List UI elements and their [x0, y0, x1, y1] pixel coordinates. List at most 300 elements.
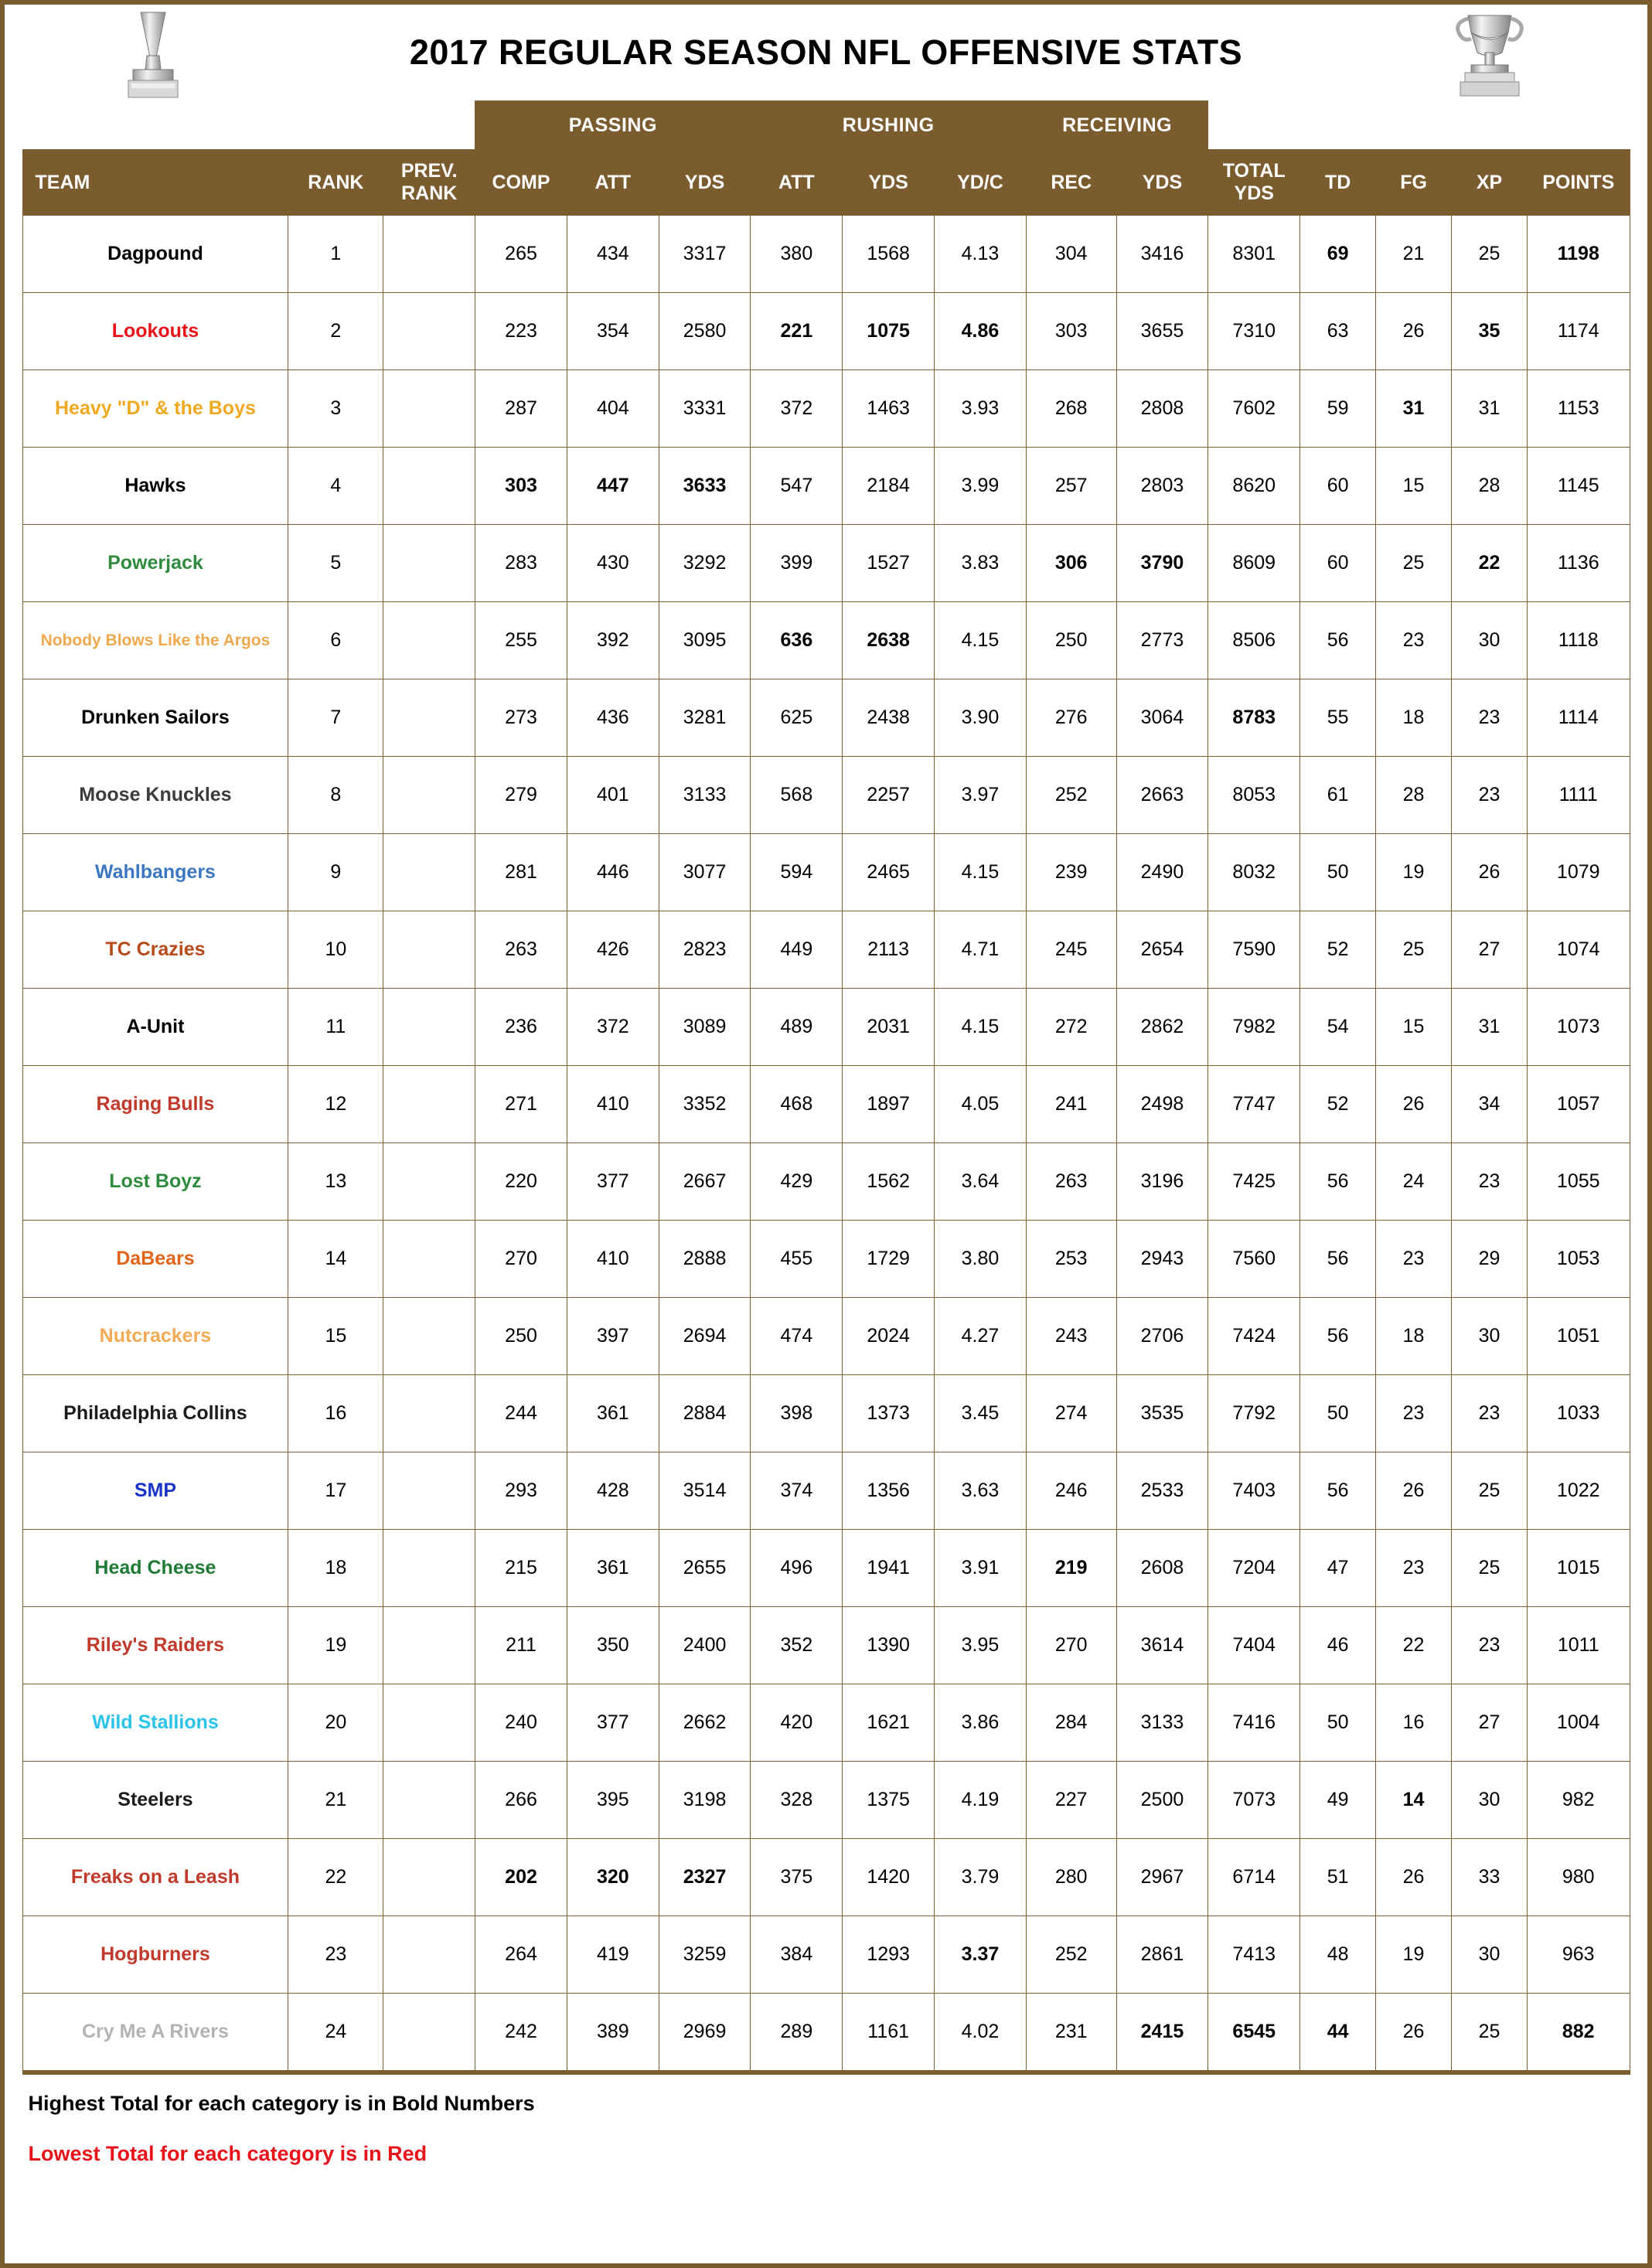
cell-extra-points: 23	[1452, 757, 1528, 834]
team-name[interactable]: Freaks on a Leash	[22, 1839, 288, 1916]
cell-rank: 12	[288, 1066, 383, 1143]
cell-rank: 22	[288, 1839, 383, 1916]
cell-rush-yds: 1568	[843, 216, 935, 293]
cell-points: 1051	[1527, 1298, 1630, 1375]
cell-rec-yds: 3196	[1116, 1143, 1208, 1221]
col-rec-yds[interactable]: YDS	[1116, 150, 1208, 216]
cell-rush-ydc: 4.15	[935, 989, 1027, 1066]
cell-points: 1011	[1527, 1607, 1630, 1684]
cell-receptions: 272	[1026, 989, 1116, 1066]
cell-points: 1136	[1527, 525, 1630, 602]
cell-points: 1153	[1527, 370, 1630, 448]
cell-extra-points: 30	[1452, 1762, 1528, 1839]
cell-touchdowns: 52	[1300, 1066, 1376, 1143]
cell-rush-att: 374	[751, 1452, 843, 1530]
cell-rush-yds: 1356	[843, 1452, 935, 1530]
cell-total-yds: 7204	[1208, 1530, 1300, 1607]
cell-rush-ydc: 3.93	[935, 370, 1027, 448]
cell-prev-rank	[383, 1839, 475, 1916]
col-rank[interactable]: RANK	[288, 150, 383, 216]
cell-rank: 19	[288, 1607, 383, 1684]
cell-total-yds: 8506	[1208, 602, 1300, 679]
table-row[interactable]	[22, 989, 1630, 1066]
cell-prev-rank	[383, 1221, 475, 1298]
cell-pass-att: 389	[567, 1994, 659, 2071]
cell-pass-yds: 2884	[659, 1375, 751, 1452]
cell-pass-comp: 220	[475, 1143, 567, 1221]
cell-pass-comp: 250	[475, 1298, 567, 1375]
cell-rush-yds: 1390	[843, 1607, 935, 1684]
cell-prev-rank	[383, 602, 475, 679]
team-name[interactable]: Cry Me A Rivers	[22, 1994, 288, 2071]
cell-touchdowns: 59	[1300, 370, 1376, 448]
cell-pass-yds: 3077	[659, 834, 751, 911]
cell-rush-ydc: 3.91	[935, 1530, 1027, 1607]
group-passing: PASSING	[475, 101, 751, 150]
cell-rank: 3	[288, 370, 383, 448]
cell-rush-yds: 2113	[843, 911, 935, 989]
cell-pass-yds: 3331	[659, 370, 751, 448]
cell-pass-yds: 2694	[659, 1298, 751, 1375]
grey-cup-trophy-icon	[1446, 9, 1533, 104]
cell-pass-comp: 223	[475, 293, 567, 370]
col-points[interactable]: POINTS	[1527, 150, 1630, 216]
cell-rush-att: 221	[751, 293, 843, 370]
cell-pass-yds: 2580	[659, 293, 751, 370]
team-name[interactable]: Nutcrackers	[22, 1298, 288, 1375]
cell-rec-yds: 3064	[1116, 679, 1208, 757]
cell-rec-yds: 3655	[1116, 293, 1208, 370]
cell-total-yds: 7602	[1208, 370, 1300, 448]
cell-touchdowns: 50	[1300, 834, 1376, 911]
cell-rush-att: 636	[751, 602, 843, 679]
cell-extra-points: 30	[1452, 1916, 1528, 1994]
cell-prev-rank	[383, 1994, 475, 2071]
cell-rec-yds: 2608	[1116, 1530, 1208, 1607]
cell-pass-comp: 287	[475, 370, 567, 448]
cell-touchdowns: 52	[1300, 911, 1376, 989]
cell-prev-rank	[383, 1375, 475, 1452]
cell-rank: 7	[288, 679, 383, 757]
cell-extra-points: 22	[1452, 525, 1528, 602]
cell-rush-yds: 2638	[843, 602, 935, 679]
col-rush-att[interactable]: ATT	[751, 150, 843, 216]
cell-rush-ydc: 3.90	[935, 679, 1027, 757]
cell-touchdowns: 56	[1300, 602, 1376, 679]
cell-pass-comp: 202	[475, 1839, 567, 1916]
col-team[interactable]: TEAM	[22, 150, 288, 216]
col-pass-yds[interactable]: YDS	[659, 150, 751, 216]
cell-rush-att: 429	[751, 1143, 843, 1221]
team-name[interactable]: Riley's Raiders	[22, 1607, 288, 1684]
cell-touchdowns: 60	[1300, 448, 1376, 525]
cell-field-goals: 26	[1376, 1994, 1452, 2071]
cell-rec-yds: 2663	[1116, 757, 1208, 834]
cell-pass-comp: 263	[475, 911, 567, 989]
cell-extra-points: 30	[1452, 1298, 1528, 1375]
cell-rush-ydc: 4.05	[935, 1066, 1027, 1143]
cell-pass-att: 392	[567, 602, 659, 679]
cell-points: 1004	[1527, 1684, 1630, 1762]
cell-rank: 14	[288, 1221, 383, 1298]
cell-pass-comp: 265	[475, 216, 567, 293]
cell-pass-comp: 303	[475, 448, 567, 525]
cell-total-yds: 7590	[1208, 911, 1300, 989]
cell-rush-att: 474	[751, 1298, 843, 1375]
cell-rush-att: 449	[751, 911, 843, 989]
cell-pass-yds: 3089	[659, 989, 751, 1066]
cell-pass-comp: 242	[475, 1994, 567, 2071]
cell-total-yds: 7403	[1208, 1452, 1300, 1530]
cell-total-yds: 8783	[1208, 679, 1300, 757]
cell-pass-att: 377	[567, 1143, 659, 1221]
cell-field-goals: 25	[1376, 525, 1452, 602]
cell-rush-yds: 2465	[843, 834, 935, 911]
cell-rank: 23	[288, 1916, 383, 1994]
cell-rec-yds: 2862	[1116, 989, 1208, 1066]
legend-notes	[22, 2075, 1630, 2166]
team-name[interactable]: Head Cheese	[22, 1530, 288, 1607]
cell-pass-yds: 3281	[659, 679, 751, 757]
cell-rec-yds: 2498	[1116, 1066, 1208, 1143]
table-row[interactable]	[22, 602, 1630, 679]
cell-rush-yds: 1420	[843, 1839, 935, 1916]
team-name[interactable]: Powerjack	[22, 525, 288, 602]
cell-receptions: 243	[1026, 1298, 1116, 1375]
cell-rush-yds: 1527	[843, 525, 935, 602]
table-row[interactable]	[22, 757, 1630, 834]
table-row[interactable]	[22, 1916, 1630, 1994]
col-td[interactable]: TD	[1300, 150, 1376, 216]
cell-prev-rank	[383, 216, 475, 293]
cell-rank: 11	[288, 989, 383, 1066]
cell-rush-att: 375	[751, 1839, 843, 1916]
cell-rush-yds: 1941	[843, 1530, 935, 1607]
team-name[interactable]: A-Unit	[22, 989, 288, 1066]
team-name[interactable]: TC Crazies	[22, 911, 288, 989]
team-name[interactable]: DaBears	[22, 1221, 288, 1298]
table-row[interactable]	[22, 293, 1630, 370]
team-name[interactable]: Lost Boyz	[22, 1143, 288, 1221]
cell-pass-comp: 271	[475, 1066, 567, 1143]
cell-extra-points: 29	[1452, 1221, 1528, 1298]
cell-rec-yds: 2706	[1116, 1298, 1208, 1375]
col-pass-comp[interactable]: COMP	[475, 150, 567, 216]
cell-touchdowns: 69	[1300, 216, 1376, 293]
cell-touchdowns: 60	[1300, 525, 1376, 602]
cell-total-yds: 8620	[1208, 448, 1300, 525]
offensive-stats-table	[22, 100, 1630, 2071]
cell-field-goals: 26	[1376, 1066, 1452, 1143]
cell-points: 1198	[1527, 216, 1630, 293]
cell-pass-att: 354	[567, 293, 659, 370]
table-row[interactable]	[22, 1143, 1630, 1221]
cell-field-goals: 15	[1376, 989, 1452, 1066]
cell-rec-yds: 2803	[1116, 448, 1208, 525]
cell-rush-att: 398	[751, 1375, 843, 1452]
cell-pass-att: 410	[567, 1066, 659, 1143]
cell-points: 1118	[1527, 602, 1630, 679]
cell-total-yds: 7413	[1208, 1916, 1300, 1994]
col-rush-yds[interactable]: YDS	[843, 150, 935, 216]
cell-prev-rank	[383, 1762, 475, 1839]
team-name[interactable]: Nobody Blows Like the Argos	[22, 602, 288, 679]
cell-pass-yds: 3259	[659, 1916, 751, 1994]
cell-field-goals: 31	[1376, 370, 1452, 448]
table-row[interactable]	[22, 448, 1630, 525]
team-name[interactable]: Lookouts	[22, 293, 288, 370]
cell-rec-yds: 3416	[1116, 216, 1208, 293]
cell-receptions: 252	[1026, 1916, 1116, 1994]
cell-rec-yds: 2967	[1116, 1839, 1208, 1916]
cell-points: 963	[1527, 1916, 1630, 1994]
cell-total-yds: 7560	[1208, 1221, 1300, 1298]
cell-pass-yds: 3633	[659, 448, 751, 525]
cell-rank: 2	[288, 293, 383, 370]
table-row[interactable]	[22, 1684, 1630, 1762]
cell-pass-comp: 240	[475, 1684, 567, 1762]
cell-points: 982	[1527, 1762, 1630, 1839]
cell-touchdowns: 56	[1300, 1452, 1376, 1530]
cell-field-goals: 21	[1376, 216, 1452, 293]
cell-points: 1074	[1527, 911, 1630, 989]
cell-receptions: 263	[1026, 1143, 1116, 1221]
team-name[interactable]: SMP	[22, 1452, 288, 1530]
cell-rush-att: 384	[751, 1916, 843, 1994]
cell-touchdowns: 49	[1300, 1762, 1376, 1839]
table-row[interactable]	[22, 1530, 1630, 1607]
cell-rush-yds: 1075	[843, 293, 935, 370]
cell-prev-rank	[383, 293, 475, 370]
lombardi-trophy-icon	[116, 9, 190, 104]
table-row[interactable]	[22, 216, 1630, 293]
table-row[interactable]	[22, 1762, 1630, 1839]
cell-pass-yds: 2400	[659, 1607, 751, 1684]
team-name[interactable]: Hawks	[22, 448, 288, 525]
cell-rank: 21	[288, 1762, 383, 1839]
cell-pass-yds: 2662	[659, 1684, 751, 1762]
table-row[interactable]	[22, 834, 1630, 911]
table-row[interactable]	[22, 1066, 1630, 1143]
team-name[interactable]: Moose Knuckles	[22, 757, 288, 834]
cell-rush-yds: 2184	[843, 448, 935, 525]
column-header-row	[22, 150, 1630, 216]
cell-rank: 5	[288, 525, 383, 602]
cell-rush-att: 489	[751, 989, 843, 1066]
cell-prev-rank	[383, 1143, 475, 1221]
cell-points: 1073	[1527, 989, 1630, 1066]
cell-touchdowns: 48	[1300, 1916, 1376, 1994]
cell-pass-comp: 273	[475, 679, 567, 757]
cell-rec-yds: 3133	[1116, 1684, 1208, 1762]
table-row[interactable]	[22, 525, 1630, 602]
cell-rush-ydc: 4.27	[935, 1298, 1027, 1375]
cell-points: 1033	[1527, 1375, 1630, 1452]
cell-rec-yds: 2808	[1116, 370, 1208, 448]
cell-rush-yds: 1729	[843, 1221, 935, 1298]
col-pass-att[interactable]: ATT	[567, 150, 659, 216]
cell-extra-points: 26	[1452, 834, 1528, 911]
table-row[interactable]	[22, 679, 1630, 757]
cell-pass-att: 395	[567, 1762, 659, 1839]
cell-prev-rank	[383, 989, 475, 1066]
cell-total-yds: 8609	[1208, 525, 1300, 602]
cell-points: 980	[1527, 1839, 1630, 1916]
cell-prev-rank	[383, 679, 475, 757]
table-row[interactable]	[22, 1452, 1630, 1530]
cell-receptions: 246	[1026, 1452, 1116, 1530]
cell-pass-comp: 215	[475, 1530, 567, 1607]
cell-rush-att: 568	[751, 757, 843, 834]
team-name[interactable]: Hogburners	[22, 1916, 288, 1994]
cell-rush-yds: 1621	[843, 1684, 935, 1762]
cell-receptions: 276	[1026, 679, 1116, 757]
cell-pass-att: 430	[567, 525, 659, 602]
cell-receptions: 280	[1026, 1839, 1116, 1916]
cell-touchdowns: 50	[1300, 1375, 1376, 1452]
cell-rank: 15	[288, 1298, 383, 1375]
team-name[interactable]: Drunken Sailors	[22, 679, 288, 757]
cell-prev-rank	[383, 911, 475, 989]
cell-pass-att: 447	[567, 448, 659, 525]
cell-rush-ydc: 4.86	[935, 293, 1027, 370]
cell-rank: 10	[288, 911, 383, 989]
cell-rank: 6	[288, 602, 383, 679]
cell-prev-rank	[383, 1298, 475, 1375]
cell-rush-ydc: 3.86	[935, 1684, 1027, 1762]
cell-pass-att: 361	[567, 1530, 659, 1607]
cell-rush-ydc: 3.83	[935, 525, 1027, 602]
cell-total-yds: 8301	[1208, 216, 1300, 293]
cell-rush-att: 380	[751, 216, 843, 293]
cell-rec-yds: 2415	[1116, 1994, 1208, 2071]
cell-prev-rank	[383, 1452, 475, 1530]
cell-touchdowns: 61	[1300, 757, 1376, 834]
cell-rec-yds: 2533	[1116, 1452, 1208, 1530]
cell-total-yds: 7424	[1208, 1298, 1300, 1375]
cell-rec-yds: 3614	[1116, 1607, 1208, 1684]
cell-pass-att: 446	[567, 834, 659, 911]
cell-receptions: 274	[1026, 1375, 1116, 1452]
cell-rush-yds: 1375	[843, 1762, 935, 1839]
cell-extra-points: 23	[1452, 1375, 1528, 1452]
cell-pass-att: 377	[567, 1684, 659, 1762]
col-prev-rank[interactable]: PREV. RANK	[383, 150, 475, 216]
cell-rush-yds: 1897	[843, 1066, 935, 1143]
cell-receptions: 252	[1026, 757, 1116, 834]
table-row[interactable]	[22, 1375, 1630, 1452]
cell-extra-points: 23	[1452, 679, 1528, 757]
cell-rush-att: 328	[751, 1762, 843, 1839]
table-row[interactable]	[22, 1994, 1630, 2071]
col-total-yds[interactable]: TOTAL YDS	[1208, 150, 1300, 216]
cell-points: 1174	[1527, 293, 1630, 370]
cell-pass-yds: 3198	[659, 1762, 751, 1839]
cell-extra-points: 25	[1452, 1994, 1528, 2071]
cell-rank: 17	[288, 1452, 383, 1530]
team-name[interactable]: Wild Stallions	[22, 1684, 288, 1762]
cell-rush-ydc: 3.45	[935, 1375, 1027, 1452]
cell-touchdowns: 51	[1300, 1839, 1376, 1916]
team-name[interactable]: Philadelphia Collins	[22, 1375, 288, 1452]
cell-rush-yds: 1293	[843, 1916, 935, 1994]
cell-extra-points: 31	[1452, 370, 1528, 448]
table-row[interactable]	[22, 1607, 1630, 1684]
cell-rush-att: 625	[751, 679, 843, 757]
cell-pass-att: 419	[567, 1916, 659, 1994]
cell-total-yds: 7310	[1208, 293, 1300, 370]
cell-total-yds: 7747	[1208, 1066, 1300, 1143]
cell-rush-ydc: 4.19	[935, 1762, 1027, 1839]
cell-pass-comp: 266	[475, 1762, 567, 1839]
cell-touchdowns: 47	[1300, 1530, 1376, 1607]
cell-touchdowns: 56	[1300, 1221, 1376, 1298]
cell-rush-att: 420	[751, 1684, 843, 1762]
cell-pass-att: 428	[567, 1452, 659, 1530]
cell-pass-att: 320	[567, 1839, 659, 1916]
table-row[interactable]	[22, 1298, 1630, 1375]
cell-rush-ydc: 4.71	[935, 911, 1027, 989]
team-name[interactable]: Heavy "D" & the Boys	[22, 370, 288, 448]
cell-pass-att: 436	[567, 679, 659, 757]
cell-touchdowns: 54	[1300, 989, 1376, 1066]
table-row[interactable]	[22, 1221, 1630, 1298]
col-rec-rec[interactable]: REC	[1026, 150, 1116, 216]
team-name[interactable]: Wahlbangers	[22, 834, 288, 911]
table-row[interactable]	[22, 911, 1630, 989]
col-fg[interactable]: FG	[1376, 150, 1452, 216]
team-name[interactable]: Raging Bulls	[22, 1066, 288, 1143]
cell-prev-rank	[383, 834, 475, 911]
cell-field-goals: 19	[1376, 834, 1452, 911]
cell-pass-att: 410	[567, 1221, 659, 1298]
cell-touchdowns: 50	[1300, 1684, 1376, 1762]
cell-receptions: 239	[1026, 834, 1116, 911]
col-xp[interactable]: XP	[1452, 150, 1528, 216]
cell-rank: 18	[288, 1530, 383, 1607]
col-rush-ydc[interactable]: YD/C	[935, 150, 1027, 216]
cell-points: 1022	[1527, 1452, 1630, 1530]
table-row[interactable]	[22, 1839, 1630, 1916]
cell-pass-comp: 236	[475, 989, 567, 1066]
cell-pass-yds: 3352	[659, 1066, 751, 1143]
cell-rush-ydc: 4.13	[935, 216, 1027, 293]
cell-rec-yds: 2861	[1116, 1916, 1208, 1994]
cell-points: 882	[1527, 1994, 1630, 2071]
cell-field-goals: 23	[1376, 1221, 1452, 1298]
team-name[interactable]: Dagpound	[22, 216, 288, 293]
cell-rec-yds: 2500	[1116, 1762, 1208, 1839]
cell-extra-points: 25	[1452, 1452, 1528, 1530]
cell-pass-comp: 281	[475, 834, 567, 911]
cell-extra-points: 28	[1452, 448, 1528, 525]
cell-total-yds: 7073	[1208, 1762, 1300, 1839]
cell-rush-ydc: 3.80	[935, 1221, 1027, 1298]
cell-points: 1079	[1527, 834, 1630, 911]
cell-rush-att: 468	[751, 1066, 843, 1143]
cell-total-yds: 7792	[1208, 1375, 1300, 1452]
team-name[interactable]: Steelers	[22, 1762, 288, 1839]
cell-field-goals: 26	[1376, 1839, 1452, 1916]
cell-pass-yds: 2823	[659, 911, 751, 989]
table-row[interactable]	[22, 370, 1630, 448]
cell-receptions: 227	[1026, 1762, 1116, 1839]
group-blank	[22, 101, 475, 150]
cell-receptions: 257	[1026, 448, 1116, 525]
cell-rush-yds: 1161	[843, 1994, 935, 2071]
cell-rush-ydc: 3.79	[935, 1839, 1027, 1916]
cell-prev-rank	[383, 1684, 475, 1762]
